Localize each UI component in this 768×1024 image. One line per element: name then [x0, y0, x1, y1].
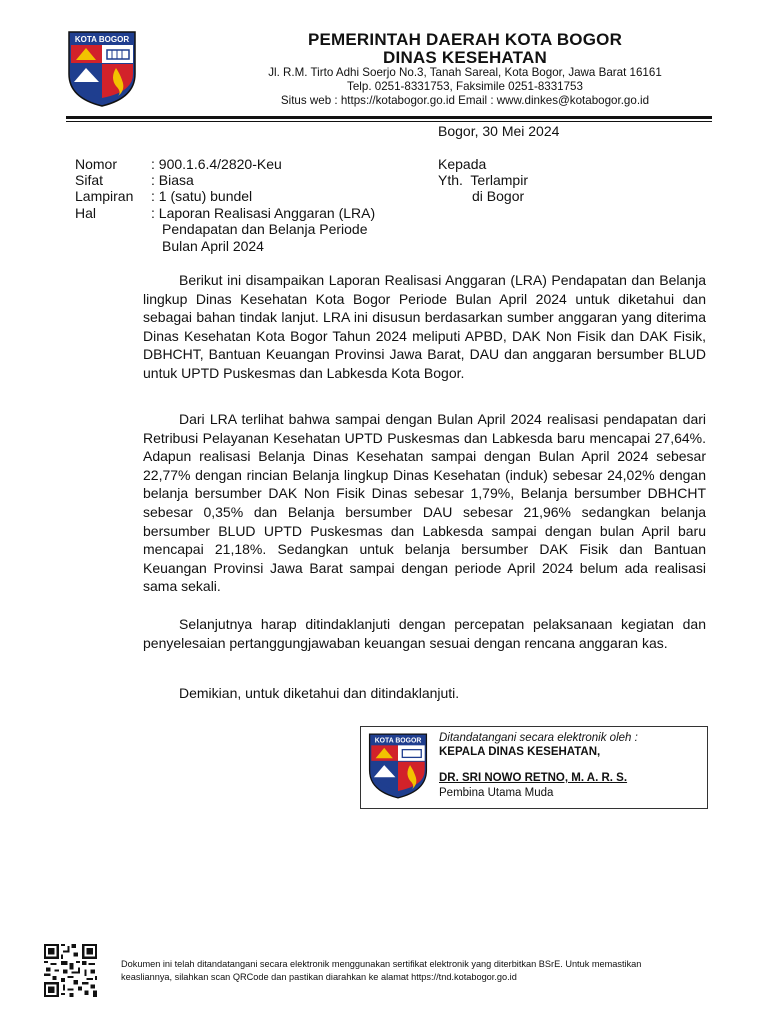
nomor-label: Nomor: [75, 156, 118, 172]
signature-crest: [367, 731, 429, 801]
verification-qr-code[interactable]: [44, 944, 97, 997]
hal-value-line2: Pendapatan dan Belanja Periode: [162, 221, 368, 237]
sifat-value: : Biasa: [151, 172, 194, 188]
signer-rank: Pembina Utama Muda: [439, 787, 554, 799]
footer-note-line1: Dokumen ini telah ditandatangani secara elektronik menggunakan sertifikat elektronik yang diterbitkan BSrE. Untuk memastikan: [121, 959, 642, 969]
body-paragraph-1-text: Berikut ini disampaikan Laporan Realisasi Anggaran (LRA) Pendapatan dan Belanja lingkup Dinas Kesehatan Kota Bogor Periode Bulan April 2024 untuk diketahui dan sebagai bahan tindak lanjut. LRA ini disusun berdasarkan sumber anggaran yang diterima Dinas Kesehatan Kota Bogor Tahun 2024 meliputi APBD, DAK Non Fisik dan DAK Fisik, DBHCHT, Bantuan Keuangan Provinsi Jawa Barat, DAU dan anggaran bersumber BLUD untuk UPTD Puskesmas dan Labkesda Kota Bogor.: [143, 272, 706, 381]
recipient-location: di Bogor: [472, 188, 525, 204]
body-paragraph-2-text: Dari LRA terlihat bahwa sampai dengan Bulan April 2024 realisasi pendapatan dari Retribusi Pelayanan Kesehatan UPTD Puskesmas dan Labkesda baru mencapai 27,64%. Adapun realisasi Belanja Dinas Kesehatan sampai dengan Bulan April 2024 sebesar 22,77% dengan rincian Belanja lingkup Dinas Kesehatan (induk) sebesar 24,02% dengan belanja bersumber DAK Non Fisik Dinas sebesar 1,79%, Belanja bersumber DBHCHT sebesar 0,35% dan Belanja bersumber DAU sebesar 21,96% sedangkan belanja bersumber BLUD UPTD Puskesmas dan Labkesda sampai dengan bulan April baru mencapai 21,18%. Sedangkan untuk belanja bersumber DAK Fisik dan Bantuan Keuangan Provinsi Jawa Barat sampai dengan periode April 2024 belum ada realisasi sama sekali.: [143, 411, 706, 595]
body-paragraph-1: [143, 271, 706, 383]
footer-note: [121, 958, 713, 984]
org-address: Jl. R.M. Tirto Adhi Soerjo No.3, Tanah Sareal, Kota Bogor, Jawa Barat 16161: [268, 66, 662, 79]
hal-value-line3: Bulan April 2024: [162, 238, 264, 254]
org-website: Situs web : https://kotabogor.go.id Email : www.dinkes@kotabogor.go.id: [280, 94, 650, 107]
body-paragraph-3: [143, 615, 706, 652]
letter-date: Bogor, 30 Mei 2024: [438, 123, 560, 139]
org-name-line1: PEMERINTAH DAERAH KOTA BOGOR: [307, 30, 623, 49]
hal-label: Hal: [75, 205, 97, 221]
signature-crest-label: KOTA BOGOR: [374, 737, 422, 745]
signer-name: DR. SRI NOWO RETNO, M. A. R. S.: [439, 772, 628, 784]
body-paragraph-4: [143, 684, 706, 703]
signer-position: KEPALA DINAS KESEHATAN,: [439, 746, 601, 758]
lampiran-label: Lampiran: [75, 188, 134, 204]
org-phone: Telp. 0251-8331753, Faksimile 0251-8331753: [347, 80, 583, 93]
body-paragraph-4-text: Demikian, untuk diketahui dan ditindaklanjuti.: [179, 685, 460, 701]
org-name-line2: DINAS KESEHATAN: [383, 48, 547, 67]
lampiran-value: : 1 (satu) bundel: [151, 188, 253, 204]
body-paragraph-3-text: Selanjutnya harap ditindaklanjuti dengan percepatan pelaksanaan kegiatan dan penyelesaian pertanggungjawaban keuangan sesuai dengan rencana anggaran kas.: [143, 616, 706, 651]
header-rule-thick: [66, 116, 712, 119]
kota-bogor-crest: [66, 30, 138, 108]
header-rule-thin: [66, 121, 712, 122]
body-paragraph-2: [143, 410, 706, 596]
hal-value-line1: : Laporan Realisasi Anggaran (LRA): [151, 205, 376, 221]
recipient-kepada: Kepada: [438, 156, 487, 172]
signed-by-text: Ditandatangani secara elektronik oleh :: [439, 732, 638, 744]
recipient-yth: Yth. Terlampir: [438, 172, 528, 188]
crest-label: KOTA BOGOR: [74, 35, 130, 44]
nomor-value: : 900.1.6.4/2820-Keu: [151, 156, 282, 172]
footer-note-line2: keasliannya, silahkan scan QRCode dan pastikan diarahkan ke alamat https://tnd.kotabogor.go.id: [121, 972, 517, 982]
sifat-label: Sifat: [75, 172, 104, 188]
